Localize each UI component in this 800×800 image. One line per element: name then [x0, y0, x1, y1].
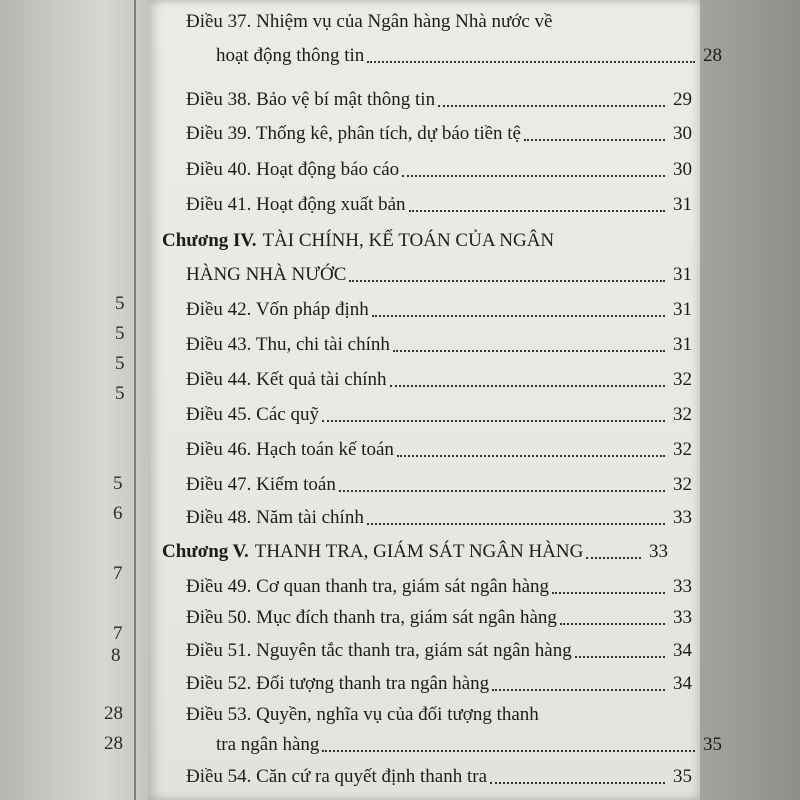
toc-entry-title: Điều 47. Kiểm toán [186, 474, 336, 495]
chapter-title: TÀI CHÍNH, KẾ TOÁN CỦA NGÂN [262, 230, 555, 251]
chapter-label: Chương IV. [162, 230, 257, 251]
toc-page-number: 31 [673, 334, 692, 355]
leader-dots [409, 210, 665, 212]
toc-entry [162, 331, 692, 357]
toc-entry [162, 86, 692, 112]
toc-page-number: 34 [673, 673, 692, 694]
leader-dots [322, 750, 695, 752]
left-page-number: 28 [104, 703, 123, 724]
toc-page-number: 31 [673, 194, 692, 215]
toc-entry [162, 763, 692, 789]
toc-entry-title: Điều 53. Quyền, nghĩa vụ của đối tượng thanh [186, 704, 539, 725]
toc-entry-title: Điều 40. Hoạt động báo cáo [186, 159, 400, 180]
toc-page-number: 33 [673, 607, 692, 628]
toc-page-number: 31 [673, 264, 692, 285]
left-page-edge [134, 0, 136, 800]
toc-page-number: 33 [673, 576, 692, 597]
leader-dots [575, 656, 665, 658]
left-page-number: 5 [115, 293, 125, 314]
toc-entry-title: Điều 52. Đối tượng thanh tra ngân hàng [186, 673, 490, 694]
left-page [0, 0, 148, 800]
left-page-number: 5 [113, 473, 123, 494]
toc-entry [162, 296, 692, 322]
toc-entry-title: Điều 38. Bảo vệ bí mật thông tin [186, 89, 436, 110]
left-page-number: 8 [111, 645, 121, 666]
toc-entry [162, 701, 692, 727]
chapter-title-cont: HÀNG NHÀ NƯỚC [186, 264, 347, 285]
toc-entry-title: Điều 46. Hạch toán kế toán [186, 439, 394, 460]
leader-dots [322, 420, 665, 422]
toc-entry-title: Điều 43. Thu, chi tài chính [186, 334, 390, 355]
toc-entry-title: Điều 41. Hoạt động xuất bản [186, 194, 406, 215]
leader-dots [490, 782, 665, 784]
leader-dots [586, 557, 641, 559]
toc-entry-title: Điều 54. Căn cứ ra quyết định thanh tra [186, 766, 488, 787]
toc-entry [162, 637, 692, 663]
left-page-number: 5 [115, 323, 125, 344]
toc-entry [162, 573, 692, 599]
toc-entry [162, 504, 692, 530]
toc-chapter [162, 227, 668, 253]
toc-page-number: 29 [673, 89, 692, 110]
leader-dots [339, 490, 665, 492]
leader-dots [367, 61, 695, 63]
background-right [700, 0, 800, 800]
toc-page-number: 33 [673, 507, 692, 528]
toc-entry-continuation [162, 731, 722, 757]
chapter-title: THANH TRA, GIÁM SÁT NGÂN HÀNG [254, 541, 584, 562]
toc-chapter-continuation [162, 261, 692, 287]
toc-page-number: 32 [673, 439, 692, 460]
toc-entry [162, 670, 692, 696]
left-page-number: 7 [113, 563, 123, 584]
left-page-number: 6 [113, 503, 123, 524]
toc-entry [162, 471, 692, 497]
toc-entry-title: Điều 42. Vốn pháp định [186, 299, 369, 320]
toc-entry [162, 156, 692, 182]
toc-page-number: 31 [673, 299, 692, 320]
toc-entry [162, 8, 692, 34]
toc-entry-title: Điều 44. Kết quả tài chính [186, 369, 387, 390]
toc-page-number: 32 [673, 369, 692, 390]
left-page-number: 5 [115, 353, 125, 374]
toc-entry-title: Điều 48. Năm tài chính [186, 507, 364, 528]
toc-entry-title: Điều 37. Nhiệm vụ của Ngân hàng Nhà nước về [186, 11, 553, 32]
toc-entry-title: Điều 50. Mục đích thanh tra, giám sát ngân hàng [186, 607, 557, 628]
toc-entry [162, 436, 692, 462]
leader-dots [397, 455, 665, 457]
toc-entry [162, 120, 692, 146]
leader-dots [367, 523, 665, 525]
toc-page-number: 33 [649, 541, 668, 562]
toc-entry [162, 366, 692, 392]
left-page-number: 5 [115, 383, 125, 404]
toc-entry [162, 604, 692, 630]
chapter-label: Chương V. [162, 541, 249, 562]
toc-entry-title-cont: tra ngân hàng [216, 734, 320, 755]
leader-dots [393, 350, 665, 352]
toc-entry-continuation [162, 42, 722, 68]
leader-dots [552, 592, 665, 594]
toc-page-number: 34 [673, 640, 692, 661]
leader-dots [402, 175, 665, 177]
toc-entry [162, 401, 692, 427]
toc-entry-title: Điều 51. Nguyên tắc thanh tra, giám sát ngân hàng [186, 640, 572, 661]
leader-dots [560, 623, 665, 625]
toc-chapter [162, 538, 668, 564]
toc-page-number: 30 [673, 123, 692, 144]
leader-dots [524, 139, 665, 141]
leader-dots [492, 689, 665, 691]
toc-page-number: 32 [673, 474, 692, 495]
toc-page-number: 35 [703, 734, 722, 755]
toc-page-number: 30 [673, 159, 692, 180]
left-page-number: 28 [104, 733, 123, 754]
toc-page-number: 35 [673, 766, 692, 787]
toc-entry-title: Điều 49. Cơ quan thanh tra, giám sát ngân hàng [186, 576, 550, 597]
toc-entry-title: Điều 45. Các quỹ [186, 404, 319, 425]
leader-dots [390, 385, 665, 387]
toc-page-number: 28 [703, 45, 722, 66]
toc-entry-title-cont: hoạt động thông tin [216, 45, 365, 66]
toc-entry-title: Điều 39. Thống kê, phân tích, dự báo tiền tệ [186, 123, 521, 144]
leader-dots [438, 105, 665, 107]
left-page-number: 7 [113, 623, 123, 644]
leader-dots [349, 280, 665, 282]
toc-page-number: 32 [673, 404, 692, 425]
leader-dots [372, 315, 665, 317]
toc-page [148, 0, 722, 800]
toc-entry [162, 191, 692, 217]
